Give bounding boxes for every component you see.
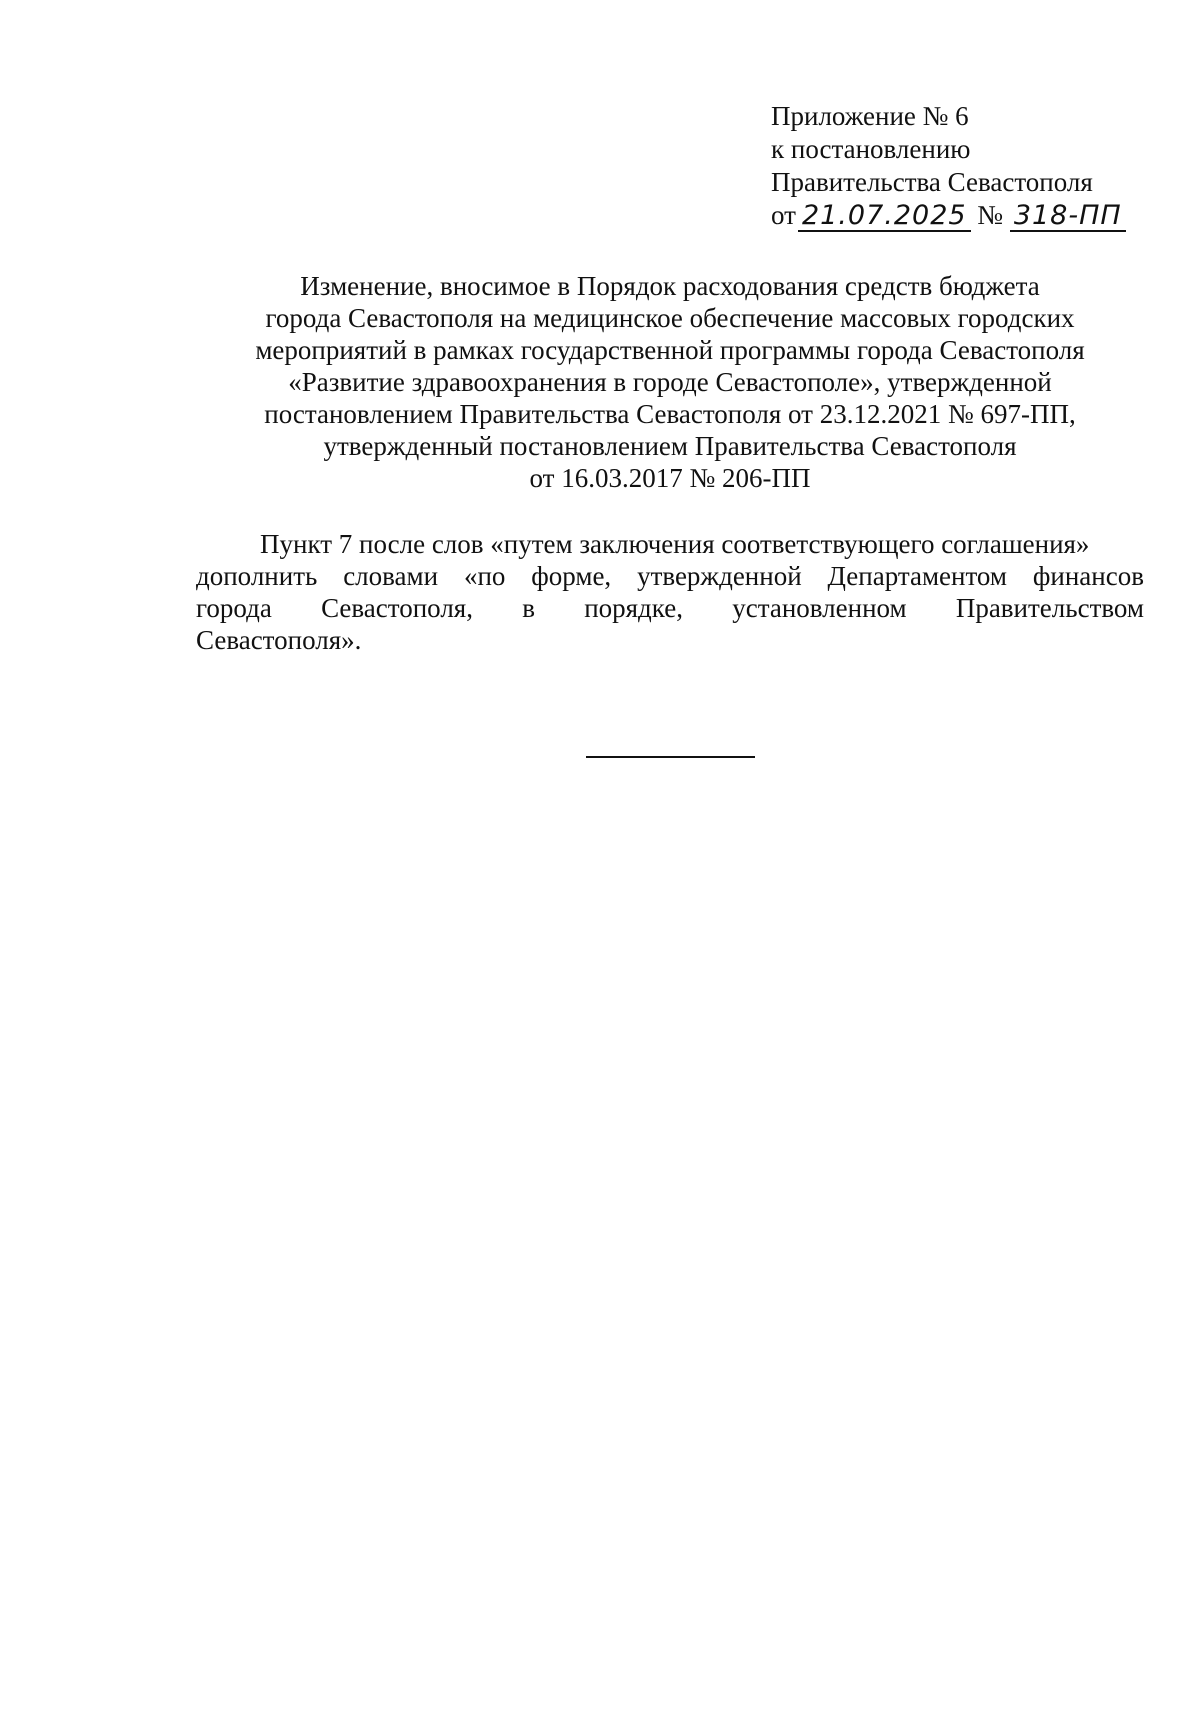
word: порядке, bbox=[584, 593, 683, 623]
date-prefix: от bbox=[771, 200, 796, 230]
word: форме, bbox=[531, 561, 612, 591]
body-line bbox=[196, 560, 1144, 592]
word: города bbox=[196, 593, 272, 623]
word: Департаментом bbox=[827, 561, 1008, 591]
title-line: от 16.03.2017 № 206-ПП bbox=[529, 463, 811, 493]
appendix-header bbox=[771, 100, 1171, 232]
appendix-date-line bbox=[771, 199, 1171, 232]
end-divider bbox=[586, 756, 755, 758]
word: финансов bbox=[1032, 561, 1144, 591]
word: «по bbox=[463, 561, 506, 591]
title-line: Изменение, вносимое в Порядок расходования средств бюджета bbox=[300, 271, 1040, 301]
title-line: «Развитие здравоохранения в городе Севастополе», утвержденной bbox=[288, 367, 1052, 397]
title-line: утвержденный постановлением Правительства Севастополя bbox=[323, 431, 1017, 461]
document-title bbox=[190, 270, 1150, 494]
handwritten-date: 21.07.2025 bbox=[798, 202, 971, 232]
title-line: мероприятий в рамках государственной программы города Севастополя bbox=[255, 335, 1085, 365]
word: словами bbox=[343, 561, 439, 591]
word: дополнить bbox=[196, 561, 318, 591]
appendix-reference: к постановлению bbox=[771, 134, 971, 164]
body-line: Пункт 7 после слов «путем заключения соответствующего соглашения» bbox=[260, 529, 1090, 559]
body-paragraph bbox=[196, 528, 1144, 656]
number-prefix: № bbox=[977, 200, 1004, 230]
word: утвержденной bbox=[637, 561, 802, 591]
body-line bbox=[196, 592, 1144, 624]
word: Севастополя, bbox=[321, 593, 473, 623]
title-line: постановлением Правительства Севастополя от 23.12.2021 № 697-ПП, bbox=[264, 399, 1076, 429]
word: установленном bbox=[732, 593, 907, 623]
title-line: города Севастополя на медицинское обеспечение массовых городских bbox=[265, 303, 1075, 333]
appendix-authority: Правительства Севастополя bbox=[771, 167, 1093, 197]
word: Правительством bbox=[955, 593, 1144, 623]
appendix-number: Приложение № 6 bbox=[771, 101, 969, 131]
word: в bbox=[522, 593, 535, 623]
handwritten-number: 318-ПП bbox=[1010, 202, 1126, 232]
body-line: Севастополя». bbox=[196, 625, 362, 655]
